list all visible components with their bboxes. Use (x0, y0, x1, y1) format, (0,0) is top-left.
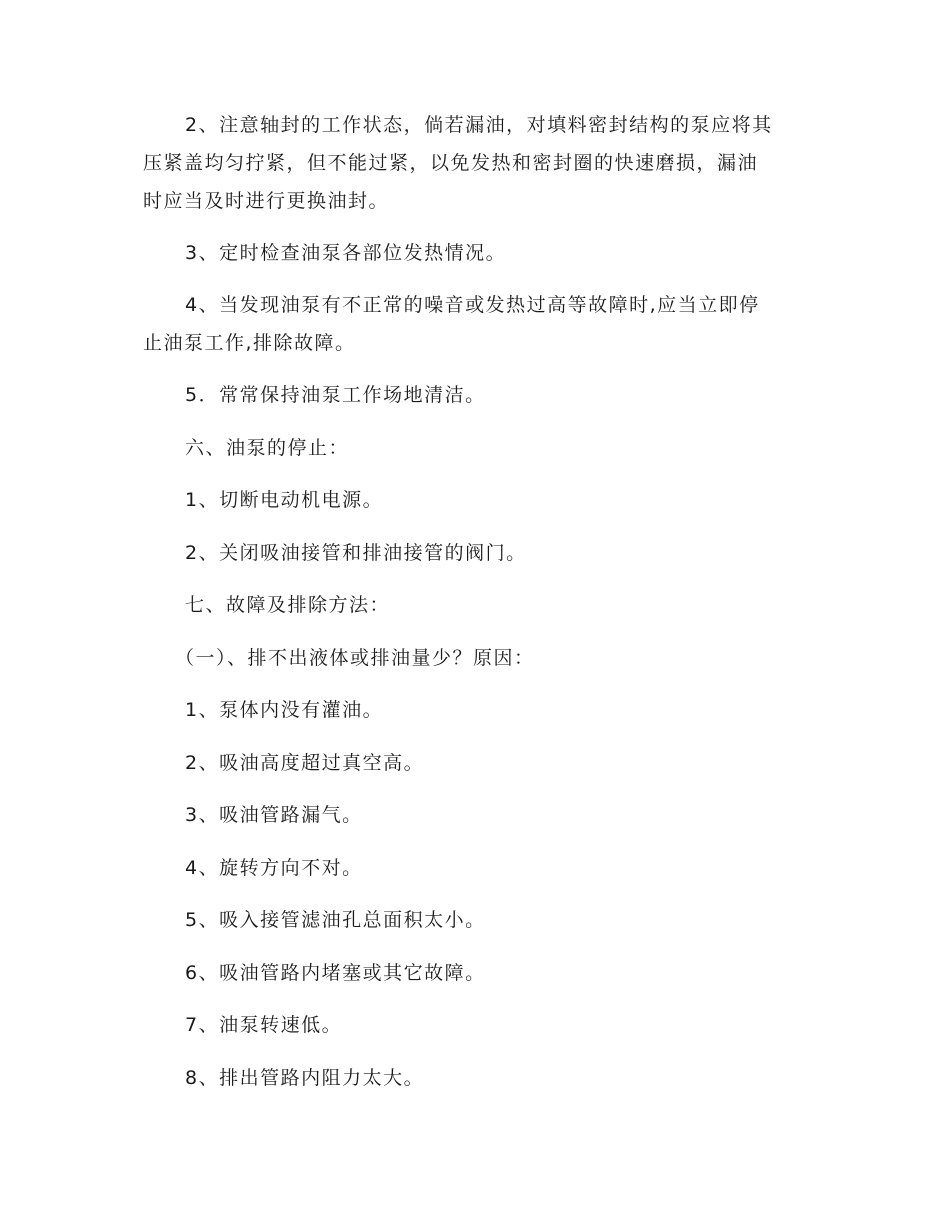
subsection-heading-text: （一）、排不出液体或排油量少？原因： (175, 647, 535, 669)
paragraph-clean-site (143, 376, 803, 414)
section-heading-stop (143, 429, 803, 467)
list-item (143, 849, 803, 887)
section-heading: 六、油泵的停止： (185, 437, 350, 459)
list-item (143, 1059, 803, 1097)
list-item-text: 5、吸入接管滤油孔总面积太小。 (185, 909, 486, 931)
list-item (143, 744, 803, 782)
list-item-text: 3、吸油管路漏气。 (185, 804, 363, 826)
subsection-heading (143, 639, 803, 677)
paragraph-line: 4、当发现油泵有不正常的噪音或发热过高等故障时,应当立即停 (185, 294, 760, 316)
list-item (143, 1006, 803, 1044)
list-item-text: 6、吸油管路内堵塞或其它故障。 (185, 962, 486, 984)
paragraph-noise-fault (143, 286, 803, 362)
paragraph-shaft-seal (143, 106, 803, 220)
paragraph-line: 止油泵工作,排除故障。 (143, 332, 356, 354)
paragraph-line: 时应当及时进行更换油封。 (143, 190, 390, 212)
paragraph-line: 2、注意轴封的工作状态，倘若漏油，对填料密封结构的泵应将其 (185, 114, 773, 136)
list-item-text: 2、关闭吸油接管和排油接管的阀门。 (185, 542, 527, 564)
list-item-text: 8、排出管路内阻力太大。 (185, 1067, 425, 1089)
list-item (143, 481, 803, 519)
list-item-text: 7、油泵转速低。 (185, 1014, 343, 1036)
list-item (143, 534, 803, 572)
list-item-text: 2、吸油高度超过真空高。 (185, 752, 425, 774)
list-item (143, 901, 803, 939)
paragraph-line: 5．常常保持油泵工作场地清洁。 (185, 384, 486, 406)
paragraph-heat-check (143, 234, 803, 272)
section-heading-faults (143, 586, 803, 624)
list-item-text: 1、泵体内没有灌油。 (185, 699, 384, 721)
list-item (143, 691, 803, 729)
list-item-text: 4、旋转方向不对。 (185, 857, 363, 879)
paragraph-line: 3、定时检查油泵各部位发热情况。 (185, 242, 507, 264)
list-item (143, 954, 803, 992)
list-item (143, 796, 803, 834)
paragraph-line: 压紧盖均匀拧紧，但不能过紧，以免发热和密封圈的快速磨损，漏油 (143, 152, 759, 174)
section-heading: 七、故障及排除方法： (185, 594, 391, 616)
list-item-text: 1、切断电动机电源。 (185, 489, 384, 511)
